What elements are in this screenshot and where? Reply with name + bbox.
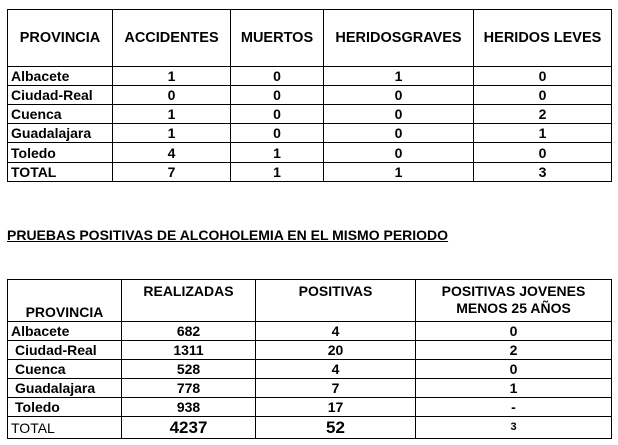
cell-total-accidentes: 7 (113, 163, 231, 182)
table-row (8, 105, 612, 124)
cell-muertos: 0 (231, 124, 324, 143)
table-row (8, 67, 612, 86)
table-row (8, 379, 612, 398)
cell-total-graves: 1 (324, 163, 474, 182)
cell-graves: 0 (324, 86, 474, 105)
cell-provincia: Cuenca (8, 105, 113, 124)
cell-total-jovenes: 3 (416, 417, 612, 439)
cell-provincia: Toledo (8, 398, 122, 417)
table-row (8, 124, 612, 143)
header-positivas: POSITIVAS (256, 280, 416, 322)
cell-realizadas: 528 (122, 360, 256, 379)
header-positivas-jovenes (416, 280, 612, 322)
cell-jovenes: 2 (416, 341, 612, 360)
cell-accidentes: 0 (113, 86, 231, 105)
cell-jovenes: - (416, 398, 612, 417)
cell-leves: 1 (474, 124, 612, 143)
accidents-table (7, 9, 612, 182)
cell-total-positivas: 52 (256, 417, 416, 439)
cell-realizadas: 682 (122, 322, 256, 341)
cell-muertos: 0 (231, 105, 324, 124)
cell-accidentes: 1 (113, 67, 231, 86)
cell-total-label: TOTAL (8, 163, 113, 182)
alcohol-tests-table (7, 279, 612, 439)
cell-total-leves: 3 (474, 163, 612, 182)
header-provincia: PROVINCIA (8, 10, 113, 67)
cell-leves: 2 (474, 105, 612, 124)
cell-leves: 0 (474, 143, 612, 163)
cell-realizadas: 1311 (122, 341, 256, 360)
cell-provincia: Albacete (8, 322, 122, 341)
total-row (8, 417, 612, 439)
cell-provincia: Albacete (8, 67, 113, 86)
cell-realizadas: 938 (122, 398, 256, 417)
header-provincia: PROVINCIA (8, 280, 122, 322)
cell-provincia: Ciudad-Real (8, 86, 113, 105)
cell-provincia: Guadalajara (8, 124, 113, 143)
table-header-row (8, 280, 612, 322)
cell-jovenes: 0 (416, 322, 612, 341)
cell-provincia: Toledo (8, 143, 113, 163)
header-jovenes-line1: POSITIVAS JOVENES (441, 283, 586, 299)
table-row (8, 341, 612, 360)
table-row (8, 143, 612, 163)
cell-provincia: Guadalajara (8, 379, 122, 398)
cell-graves: 1 (324, 67, 474, 86)
cell-muertos: 1 (231, 143, 324, 163)
header-muertos: MUERTOS (231, 10, 324, 67)
cell-graves: 0 (324, 143, 474, 163)
cell-accidentes: 1 (113, 124, 231, 143)
table-header-row (8, 10, 612, 67)
cell-accidentes: 1 (113, 105, 231, 124)
cell-positivas: 7 (256, 379, 416, 398)
cell-muertos: 0 (231, 67, 324, 86)
cell-muertos: 0 (231, 86, 324, 105)
cell-leves: 0 (474, 67, 612, 86)
table-row (8, 360, 612, 379)
header-heridos-graves: HERIDOSGRAVES (324, 10, 474, 67)
section-caption: PRUEBAS POSITIVAS DE ALCOHOLEMIA EN EL MISMO PERIODO (7, 227, 449, 243)
cell-positivas: 4 (256, 322, 416, 341)
table-row (8, 322, 612, 341)
cell-graves: 0 (324, 124, 474, 143)
cell-provincia: Ciudad-Real (8, 341, 122, 360)
header-heridos-leves: HERIDOS LEVES (474, 10, 612, 67)
cell-leves: 0 (474, 86, 612, 105)
header-realizadas: REALIZADAS (122, 280, 256, 322)
cell-positivas: 20 (256, 341, 416, 360)
cell-realizadas: 778 (122, 379, 256, 398)
cell-total-label: TOTAL (8, 417, 122, 439)
cell-accidentes: 4 (113, 143, 231, 163)
cell-positivas: 17 (256, 398, 416, 417)
cell-jovenes: 0 (416, 360, 612, 379)
cell-positivas: 4 (256, 360, 416, 379)
cell-jovenes: 1 (416, 379, 612, 398)
header-jovenes-line2: MENOS 25 AÑOS (456, 300, 571, 317)
table-row (8, 86, 612, 105)
cell-total-realizadas: 4237 (122, 417, 256, 439)
cell-graves: 0 (324, 105, 474, 124)
total-row (8, 163, 612, 182)
cell-provincia: Cuenca (8, 360, 122, 379)
header-accidentes: ACCIDENTES (113, 10, 231, 67)
table-row (8, 398, 612, 417)
cell-total-muertos: 1 (231, 163, 324, 182)
